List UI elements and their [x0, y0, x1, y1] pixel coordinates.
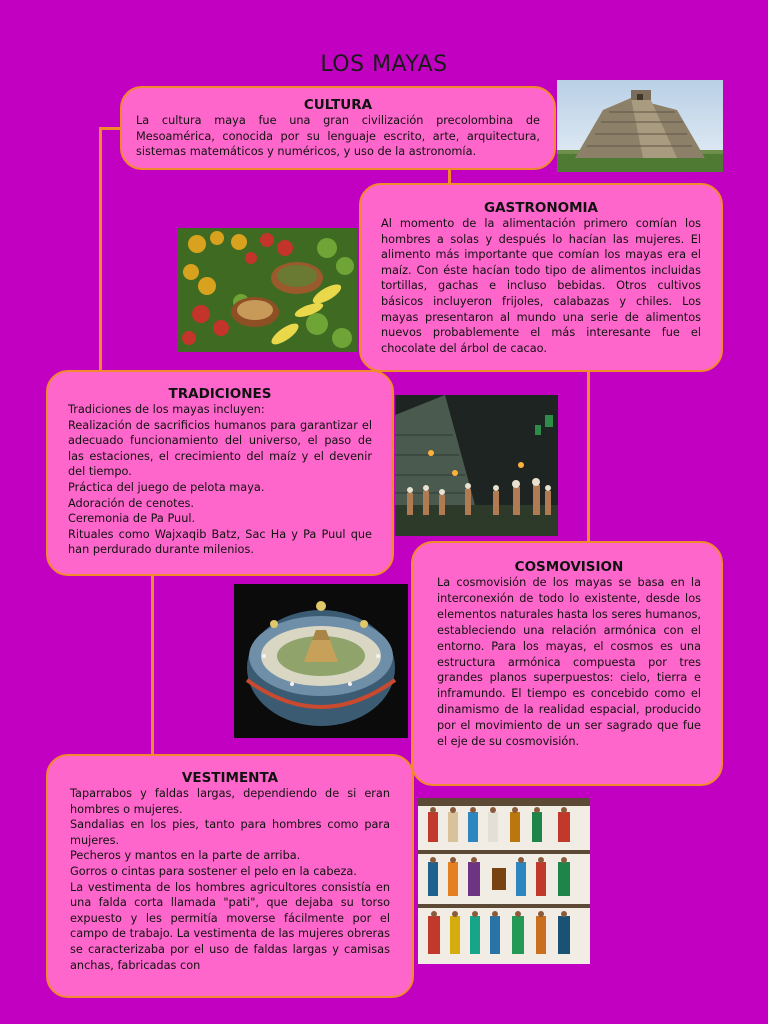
- tradiciones-box: [46, 370, 394, 576]
- vestimenta-box: [46, 754, 414, 998]
- vestimenta-line: Pecheros y mantos en la parte de arriba.: [70, 849, 301, 863]
- cosmos-illustration: [234, 584, 408, 738]
- vestimenta-heading: VESTIMENTA: [181, 770, 279, 786]
- vestimenta-line: Gorros o cintas para sostener el pelo en la cabeza.: [70, 864, 357, 878]
- tradiciones-text: [68, 402, 372, 558]
- cosmovision-heading: COSMOVISION: [514, 559, 624, 575]
- vestimenta-line: Taparrabos y faldas largas, dependiendo de si eran hombres o mujeres.: [70, 787, 390, 816]
- vestimenta-text: [70, 786, 390, 973]
- cosmovision-text: La cosmovisión de los mayas se basa en la interconexión de todo lo existente, desde los elementos naturales hasta los seres humanos, estableciendo una relación armónica con el entorno. Para los mayas, el cosmos es una estructura armónica compuesta por tres grandes planos superpuestos: cielo, tierra e inframundo. El tiempo es concebido como el dinamismo de la realidad espacial, producido por el movimiento de un ser sagrado que fue el eje de su cosmovisión.: [437, 576, 701, 749]
- vestimenta-line: Sandalias en los pies, tanto para hombres como para mujeres.: [70, 818, 390, 847]
- connector-left-vertical: [99, 127, 102, 372]
- cultura-box: [120, 86, 556, 170]
- cultura-text: La cultura maya fue una gran civilización precolombina de Mesoamérica, conocida por su lenguaje escrito, arte, arquitectura, sistemas matemáticos y numéricos, y uso de la astronomía.: [136, 114, 540, 159]
- cultura-heading: CULTURA: [303, 97, 373, 113]
- clothing-chart-image: [418, 798, 590, 964]
- tradiciones-line: Realización de sacrificios humanos para garantizar el adecuado funcionamiento del universo, el paso de las estaciones, el crecimiento del maíz y el devenir del tiempo.: [68, 418, 372, 479]
- tradiciones-line: Rituales como Wajxaqib Batz, Sac Ha y Pa Puul que han perdurado durante milenios.: [68, 527, 372, 557]
- pyramid-photo: [557, 80, 723, 172]
- tradiciones-line: Práctica del juego de pelota maya.: [68, 480, 265, 494]
- tradiciones-line: Adoración de cenotes.: [68, 496, 194, 510]
- cosmovision-box: [411, 541, 723, 786]
- gastronomia-heading: GASTRONOMIA: [483, 200, 598, 216]
- gastronomia-box: [359, 183, 723, 372]
- vestimenta-line: La vestimenta de los hombres agricultores consistía en una falda corta llamada "pati", que dejaba su torso expuesto y les permitía moverse fácilmente por el campo de trabajo. La vestimenta de las mujeres obreras se caracterizaba por el uso de faldas largas y camisas anchas, fabricadas con: [70, 880, 390, 972]
- gastronomia-text: Al momento de la alimentación primero comían los hombres a solas y después lo hacían las mujeres. El alimento más importante que comían los mayas era el maíz. Con éste hacían todo tipo de alimentos incluidas tortillas, gachas e incluso bebidas. Otros cultivos básicos incluyeron frijoles, calabazas y chiles. Los mayas presentaron al mundo una serie de alimentos nuevos probablemente el más interesante fue el chocolate del árbol de cacao.: [381, 217, 701, 355]
- connector-tradiciones-vestimenta: [151, 574, 154, 755]
- tradiciones-line: Tradiciones de los mayas incluyen:: [68, 403, 265, 416]
- page-title: LOS MAYAS: [320, 52, 448, 77]
- food-photo: [177, 228, 357, 352]
- tradiciones-line: Ceremonia de Pa Puul.: [68, 512, 196, 526]
- tradiciones-heading: TRADICIONES: [168, 386, 272, 402]
- connector-gastronomia-cosmovision: [587, 370, 590, 543]
- ceremony-photo: [395, 395, 558, 536]
